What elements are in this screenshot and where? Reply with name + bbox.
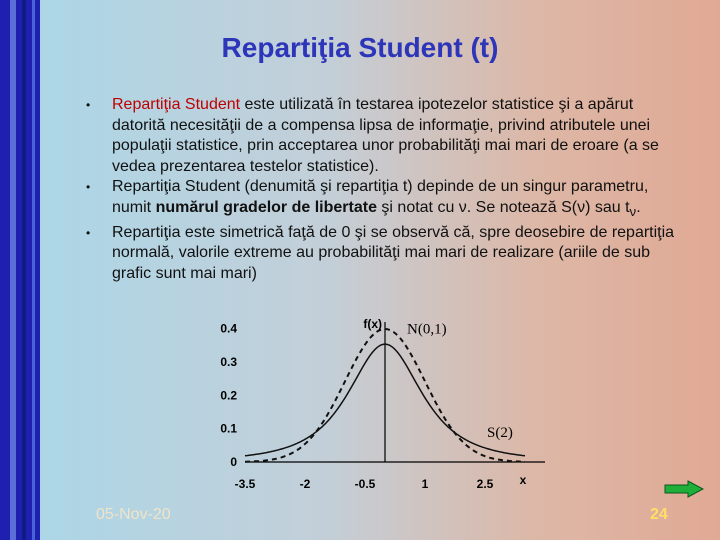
x-tick-label: -3.5 bbox=[234, 477, 256, 491]
x-tick-label: -0.5 bbox=[354, 477, 376, 491]
highlight-text: Repartiţia Student bbox=[112, 96, 241, 113]
page-number: 24 bbox=[650, 506, 668, 523]
x-axis-label: x bbox=[519, 473, 527, 487]
bullet-icon: • bbox=[86, 225, 91, 240]
y-tick-label: 0.4 bbox=[220, 321, 237, 336]
bullet-icon: • bbox=[86, 98, 91, 112]
y-tick-label: 0.3 bbox=[220, 355, 237, 369]
next-slide-arrow-icon[interactable] bbox=[664, 480, 704, 498]
x-tick-label: -2 bbox=[299, 477, 311, 491]
bullet-icon: • bbox=[86, 180, 91, 195]
x-tick-label: 1 bbox=[421, 477, 429, 491]
bold-term: numărul gradelor de libertate bbox=[155, 198, 377, 216]
series-label-student: S(2) bbox=[487, 425, 513, 441]
bullet-text: şi notat cu ν. Se notează S(ν) sau t bbox=[376, 198, 630, 216]
bullet-item-2 bbox=[86, 177, 676, 222]
footer-date: 05-Nov-20 bbox=[96, 506, 171, 523]
series-label-normal: N(0,1) bbox=[407, 321, 447, 338]
bullet-item-3 bbox=[86, 223, 676, 285]
subscript-nu: ν bbox=[629, 204, 637, 220]
y-axis-label: f(x) bbox=[363, 317, 382, 331]
bullet-text-end: . bbox=[636, 198, 641, 216]
y-tick-label: 0.2 bbox=[220, 388, 237, 403]
y-tick-label: 0.1 bbox=[220, 421, 237, 436]
x-tick-label: 2.5 bbox=[476, 477, 494, 491]
bullet-list bbox=[86, 95, 676, 285]
slide-title: Repartiţia Student (t) bbox=[221, 32, 499, 63]
distribution-chart bbox=[200, 312, 560, 497]
left-decor-bar bbox=[0, 0, 40, 540]
bullet-text: Repartiţia este simetrică faţă de 0 şi se observă că, spre deosebire de repartiţia normală, valorile extreme au probabilităţi mai mari de realizare (ariile de sub grafic sunt mai mari) bbox=[112, 223, 675, 282]
bullet-text: Repartiţia Student (denumită şi repartiţia t) depinde de un singur parametru, numit bbox=[112, 178, 649, 216]
y-tick-label: 0 bbox=[230, 455, 237, 469]
bullet-text: este utilizată în testarea ipotezelor statistice şi a apărut datorită necesităţii de a compensa lipsa de informaţie, privind atributele unei populaţii statistice, prin acceptarea unor probabilităţi mai mari de eroare (a se vedea prezentarea testelor statistice). bbox=[112, 96, 659, 175]
bullet-item-1 bbox=[86, 95, 676, 177]
